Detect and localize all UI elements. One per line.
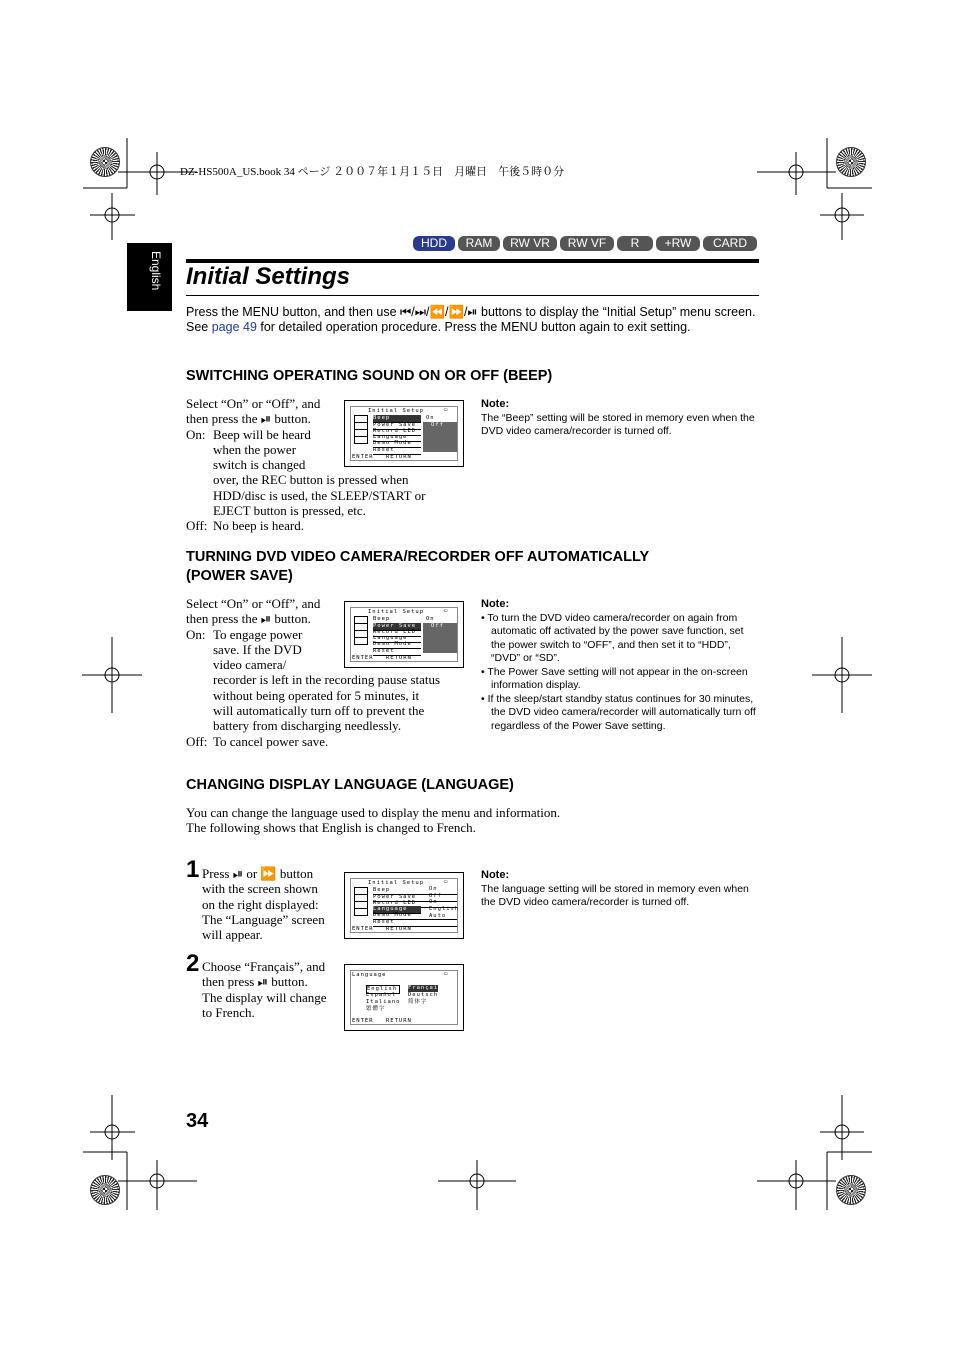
beep-line2: then press the ⏯ button.	[186, 411, 311, 427]
power-off-text: To cancel power save.	[213, 733, 329, 749]
menu-item-power-save: Power Save	[373, 623, 421, 631]
menu-item-beep: Beep	[373, 887, 457, 895]
power-on-line: To engage power	[213, 626, 303, 642]
note-bullet: • The Power Save setting will not appear in the on-screen information display.	[481, 665, 748, 691]
power-line2: then press the ⏯ button.	[186, 611, 311, 627]
menu-item-reset: Reset	[373, 447, 421, 455]
language-heading: CHANGING DISPLAY LANGUAGE (LANGUAGE)	[186, 777, 514, 793]
power-save-note	[481, 598, 759, 733]
language-intro	[186, 805, 756, 836]
language-menu-screen	[344, 872, 464, 939]
note-text: The “Beep” setting will be stored in memory even when the DVD video camera/recorder is turned off.	[481, 411, 755, 437]
beep-line1: Select “On” or “Off”, and	[186, 396, 321, 411]
power-on-line: recorder is left in the recording pause status	[213, 672, 441, 688]
power-on-label: On:	[186, 626, 206, 642]
menu-item-demo-mode: Demo Mode	[373, 641, 421, 649]
power-on-line: save. If the DVD	[213, 641, 302, 657]
note-bullet: • If the sleep/start standby status continues for 30 minutes, the DVD video camera/recorder will automatically turn off regardless of the Power Save setting.	[481, 692, 756, 732]
note-title: Note:	[481, 869, 510, 881]
language-simplified-chinese: 简体字	[408, 999, 428, 1005]
media-format-badges	[413, 236, 757, 251]
badge-hdd: HDD	[413, 236, 455, 251]
registration-rosette	[836, 1175, 866, 1205]
menu-corner-icon: ▭	[444, 971, 449, 977]
title-bottom-rule	[186, 295, 759, 296]
page-link[interactable]: page 49	[211, 320, 257, 334]
menu-item-record-led: Record LED	[373, 428, 421, 436]
value-demo-mode: Auto	[429, 913, 447, 919]
menu-item-record-led: Record LED	[373, 900, 457, 908]
menu-title: Initial Setup	[368, 408, 425, 414]
screen-frame	[350, 607, 458, 662]
language-traditional-chinese: 繁體字	[366, 1006, 386, 1012]
beep-on-line: HDD/disc is used, the SLEEP/START or	[213, 487, 426, 503]
power-heading-line1: TURNING DVD VIDEO CAMERA/RECORDER OFF AUTOMATICALLY	[186, 549, 650, 565]
badge-card: CARD	[703, 236, 757, 251]
power-off-label: Off:	[186, 733, 208, 749]
beep-off-label: Off:	[186, 518, 208, 534]
note-bullet: • To turn the DVD video camera/recorder on again from automatic off activated by the power save function, set the power switch to “OFF”, and then set it to “HDD”, “DVD” or “SD”.	[481, 611, 744, 664]
option-off: Off	[431, 623, 444, 629]
note-title: Note:	[481, 598, 510, 610]
step-2-text: Choose “Français”, and then press ⏯ button. The display will change to French.	[202, 959, 327, 1020]
menu-item-demo-mode: Demo Mode	[373, 912, 457, 920]
screen-frame	[350, 878, 458, 933]
power-on-line: without being operated for 5 minutes, it	[213, 687, 420, 703]
registration-rosette	[90, 147, 120, 177]
language-screen-title: Language	[352, 972, 387, 978]
language-note	[481, 869, 759, 910]
value-language: English	[429, 906, 460, 912]
language-side-tab	[127, 243, 172, 311]
language-english: English	[366, 985, 400, 994]
beep-on-line: Beep will be heard	[213, 426, 311, 442]
enter-hint: ENTER	[352, 926, 374, 932]
screen-frame	[350, 406, 458, 461]
value-record-led: On	[429, 899, 438, 905]
screen-frame	[350, 970, 458, 1025]
language-espanol: Español	[366, 992, 397, 998]
enter-hint: ENTER	[352, 1018, 374, 1024]
menu-item-reset: Reset	[373, 919, 457, 927]
beep-on-line: EJECT button is pressed, etc.	[213, 503, 366, 519]
intro-text-2: for detailed operation procedure. Press the MENU button again to exit setting.	[256, 320, 691, 334]
menu-item-power-save: Power Save	[373, 422, 421, 430]
beep-on-line: over, the REC button is pressed when	[213, 472, 409, 488]
page-title: Initial Settings	[186, 263, 351, 290]
power-off-block	[186, 734, 471, 749]
beep-heading: SWITCHING OPERATING SOUND ON OR OFF (BEEP)	[186, 368, 553, 384]
power-on-line: will automatically turn off to prevent the	[213, 703, 425, 719]
return-hint: RETURN	[386, 926, 412, 932]
registration-rosette	[90, 1175, 120, 1205]
page-number: 34	[186, 1110, 209, 1132]
language-francais: Français	[408, 985, 443, 991]
menu-corner-icon: ▭	[444, 879, 449, 885]
beep-off-block	[186, 518, 466, 533]
menu-item-demo-mode: Demo Mode	[373, 440, 421, 448]
badge-plus-rw: +RW	[656, 236, 700, 251]
menu-item-language: Language	[373, 635, 421, 643]
menu-item-language: Language	[373, 434, 421, 442]
enter-hint: ENTER	[352, 655, 374, 661]
option-on: On	[426, 415, 435, 421]
menu-item-power-save: Power Save	[373, 894, 457, 902]
intro-text-1: Press the MENU button, and then use ⏮/⏭/⏪/⏩/⏯ buttons to display the “Initial Setup” menu screen. See	[186, 305, 756, 334]
option-off: Off	[431, 422, 444, 428]
beep-on-line: switch is changed	[213, 457, 306, 473]
menu-item-beep: Beep	[373, 616, 421, 624]
power-on-line: battery from discharging needlessly.	[213, 718, 402, 734]
step-1-text: Press ⏯ or ⏩ button with the screen shown on the right displayed: The “Language” screen will appear.	[202, 866, 325, 943]
language-select-screen	[344, 964, 464, 1031]
language-deutsch: Deutsch	[408, 992, 439, 998]
menu-corner-icon: ▭	[444, 608, 449, 614]
power-line1: Select “On” or “Off”, and	[186, 596, 321, 611]
language-intro-line2: The following shows that English is changed to French.	[186, 820, 476, 836]
value-power-save: Off	[429, 893, 442, 899]
power-heading-line2: (POWER SAVE)	[186, 568, 293, 584]
step-2-number: 2	[186, 950, 200, 977]
language-italiano: Italiano	[366, 999, 401, 1005]
note-title: Note:	[481, 398, 510, 410]
registration-rosette	[836, 147, 866, 177]
menu-corner-icon: ▭	[444, 407, 449, 413]
language-intro-line1: You can change the language used to display the menu and information.	[186, 805, 561, 820]
menu-icon	[354, 908, 368, 916]
menu-icon	[354, 436, 368, 444]
step-1-number: 1	[186, 856, 200, 883]
beep-on-line: when the power	[213, 441, 297, 457]
beep-on-label: On:	[186, 426, 206, 442]
beep-menu-screen	[344, 400, 464, 467]
power-save-heading	[186, 548, 649, 586]
badge-rw-vf: RW VF	[560, 236, 614, 251]
power-save-menu-screen	[344, 601, 464, 668]
menu-title: Initial Setup	[368, 880, 425, 886]
print-header-line: DZ-HS500A_US.book 34 ページ ２００７年１月１５日 月曜日 午後５時０分	[180, 166, 565, 178]
menu-item-reset: Reset	[373, 648, 421, 656]
return-hint: RETURN	[386, 1018, 412, 1024]
return-hint: RETURN	[386, 655, 412, 661]
note-text: The language setting will be stored in memory even when the DVD video camera/recorder is turned off.	[481, 882, 749, 908]
side-tab-label: English	[149, 251, 163, 291]
power-on-line: video camera/	[213, 657, 287, 673]
menu-item-beep: Beep	[373, 415, 421, 423]
value-beep: On	[429, 886, 438, 892]
badge-rw-vr: RW VR	[503, 236, 557, 251]
enter-hint: ENTER	[352, 454, 374, 460]
beep-note	[481, 398, 759, 439]
menu-icon	[354, 637, 368, 645]
beep-off-text: No beep is heard.	[213, 518, 304, 534]
menu-item-record-led: Record LED	[373, 629, 421, 637]
menu-title: Initial Setup	[368, 609, 425, 615]
badge-ram: RAM	[458, 236, 500, 251]
badge-r: R	[617, 236, 653, 251]
return-hint: RETURN	[386, 454, 412, 460]
option-on: On	[426, 616, 435, 622]
intro-paragraph	[186, 305, 756, 335]
menu-item-language: Language	[373, 906, 421, 914]
